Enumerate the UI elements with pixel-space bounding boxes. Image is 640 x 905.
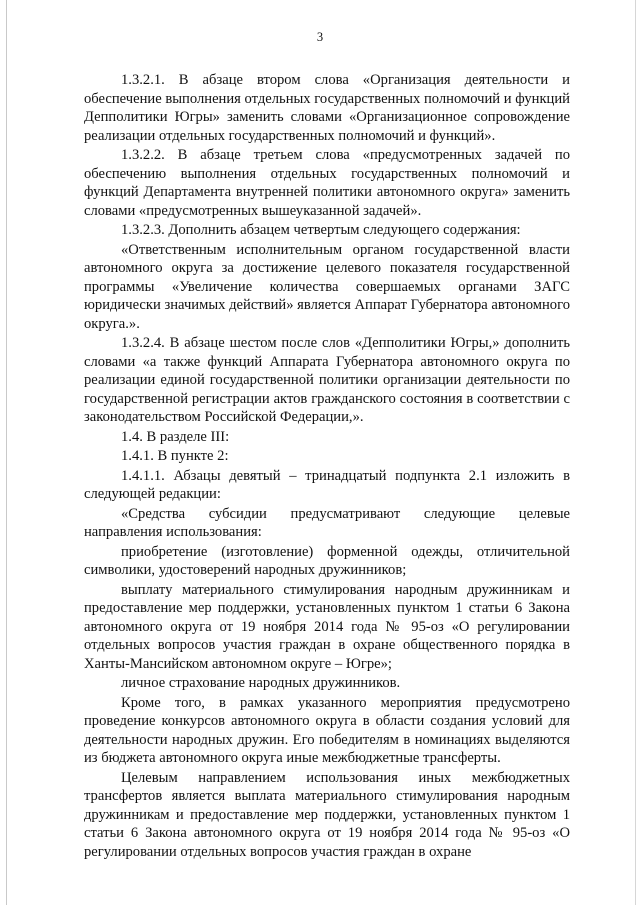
scan-edge-right: [635, 0, 636, 905]
scan-edge-left: [6, 0, 7, 905]
paragraph-1-3-2-2: 1.3.2.2. В абзаце третьем слова «предусмотренных задачей по обеспечению выполнения отдельных государственных полномочий и функций Департамента внутренней политики автономного округа» заменить словами «предусмотренных вышеуказанной задачей».: [84, 147, 570, 219]
paragraph-contests: Кроме того, в рамках указанного мероприятия предусмотрено проведение конкурсов автономного округа в области создания условий для деятельности народных дружин. Его победителям в номинациях выделяются из бюджета автономного округа иные межбюджетные трансферты.: [84, 694, 570, 766]
paragraph-incentive-payment: выплату материального стимулирования народным дружинникам и предоставление мер поддержки, установленных пунктом 1 статьи 6 Закона автономного округа от 19 ноября 2014 года № 95-оз «О регулировании отдельных вопросов участия граждан в охране общественного порядка в Ханты-Мансийском автономном округе – Югре»;: [84, 581, 570, 672]
paragraph-1-3-2-3: 1.3.2.3. Дополнить абзацем четвертым следующего содержания:: [121, 222, 521, 238]
paragraph-uniform-purchase: приобретение (изготовление) форменной одежды, отличительной символики, удостоверений народных дружинников;: [84, 543, 570, 578]
page-number: 3: [316, 30, 324, 44]
paragraph-1-3-2-1: 1.3.2.1. В абзаце втором слова «Организация деятельности и обеспечение выполнения отдельных государственных полномочий и функций Депполитики Югры» заменить словами «Организационное сопровождение реализации отдельных государственных полномочий и функций».: [84, 72, 570, 144]
paragraph-quote-responsible-body: «Ответственным исполнительным органом государственной власти автономного округа за достижение целевого показателя государственной программы «Увеличение количества совершаемых органами ЗАГС юридически значимых действий» является Аппарат Губернатора автономного округа.».: [84, 241, 570, 332]
paragraph-1-4: 1.4. В разделе III:: [121, 428, 230, 445]
paragraph-transfers-purpose: Целевым направлением использования иных межбюджетных трансфертов является выплата материального стимулирования народным дружинникам и предоставление мер поддержки, установленных пунктом 1 статьи 6 Закона автономного округа от 19 ноября 2014 года № 95-оз «О регулировании отдельных вопросов участия граждан в охране: [84, 769, 570, 860]
paragraph-1-3-2-4: 1.3.2.4. В абзаце шестом после слов «Депполитики Югры,» дополнить словами «а также функций Аппарата Губернатора автономного округа по реализации единой государственной политики организации деятельности по государственной регистрации актов гражданского состояния в соответствии с законодательством Российской Федерации,».: [84, 335, 570, 425]
document-body: [84, 71, 570, 861]
paragraph-subsidy-directions: «Средства субсидии предусматривают следующие целевые направления использования:: [84, 505, 570, 540]
paragraph-insurance: личное страхование народных дружинников.: [121, 675, 401, 691]
paragraph-1-4-1: 1.4.1. В пункте 2:: [121, 448, 229, 464]
paragraph-1-4-1-1: 1.4.1.1. Абзацы девятый – тринадцатый подпункта 2.1 изложить в следующей редакции:: [84, 467, 570, 502]
